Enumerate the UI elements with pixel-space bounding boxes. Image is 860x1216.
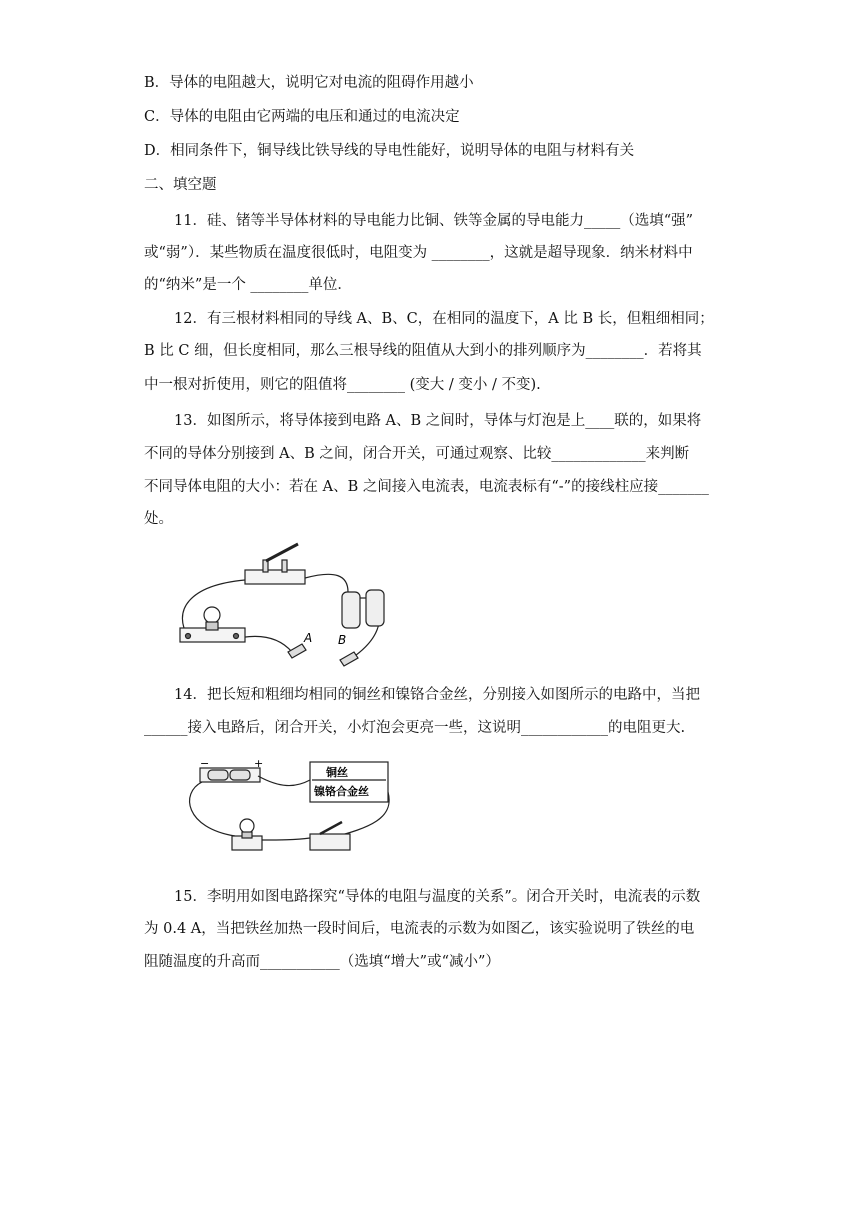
q14-line-2: ______接入电路后，闭合开关，小灯泡会更亮一些，这说明____________的电阻更大.	[144, 720, 686, 736]
q15-line-1: 15．李明用如图电路探究“导体的电阻与温度的关系”。闭合开关时，电流表的示数	[174, 889, 701, 905]
q14-circuit-figure	[180, 758, 395, 858]
copper-wire-label: 铜丝	[326, 766, 348, 779]
q12-line-2: B 比 C 细，但长度相同，那么三根导线的阻值从大到小的排列顺序为________．若将其	[144, 343, 702, 359]
nichrome-wire-label: 镍铬合金丝	[314, 785, 369, 798]
q14-line-1: 14．把长短和粗细均相同的铜丝和镍铬合金丝，分别接入如图所示的电路中，当把	[174, 687, 700, 703]
q11-line-3: 的“纳米”是一个 ________单位．	[144, 277, 352, 293]
battery-plus-label: +	[254, 758, 264, 770]
q11-line-1: 11．硅、锗等半导体材料的导电能力比铜、铁等金属的导电能力_____（选填“强”	[174, 213, 694, 229]
option-c: C．导体的电阻由它两端的电压和通过的电流决定	[144, 109, 460, 125]
q13-line-1: 13．如图所示，将导体接到电路 A、B 之间时，导体与灯泡是上____联的，如果将	[174, 413, 702, 429]
q15-line-2: 为 0.4 A，当把铁丝加热一段时间后，电流表的示数为如图乙，该实验说明了铁丝的电	[144, 921, 695, 937]
label-a: A	[304, 631, 313, 645]
q13-line-3: 不同导体电阻的大小：若在 A、B 之间接入电流表，电流表标有“-”的接线柱应接_______	[144, 479, 709, 495]
q13-line-4: 处。	[144, 511, 173, 527]
q15-line-3: 阻随温度的升高而___________（选填“增大”或“减小”）	[144, 954, 500, 970]
q13-line-2: 不同的导体分别接到 A、B 之间，闭合开关，可通过观察、比较_____________来判断	[144, 446, 690, 462]
q12-line-3: 中一根对折使用，则它的阻值将________ (变大 / 变小 / 不变).	[144, 377, 541, 393]
section-heading: 二、填空题	[144, 177, 217, 193]
q13-circuit-figure	[170, 540, 400, 670]
battery-minus-label: −	[200, 758, 210, 770]
q11-line-2: 或“弱”）．某些物质在温度很低时，电阻变为 ________，这就是超导现象．纳米材料中	[144, 245, 693, 261]
q12-line-1: 12．有三根材料相同的导线 A、B、C，在相同的温度下，A 比 B 长，但粗细相同；	[174, 311, 714, 327]
option-d: D．相同条件下，铜导线比铁导线的导电性能好，说明导体的电阻与材料有关	[144, 143, 635, 159]
label-b: B	[338, 633, 347, 647]
option-b: B．导体的电阻越大，说明它对电流的阻碍作用越小	[144, 75, 474, 91]
